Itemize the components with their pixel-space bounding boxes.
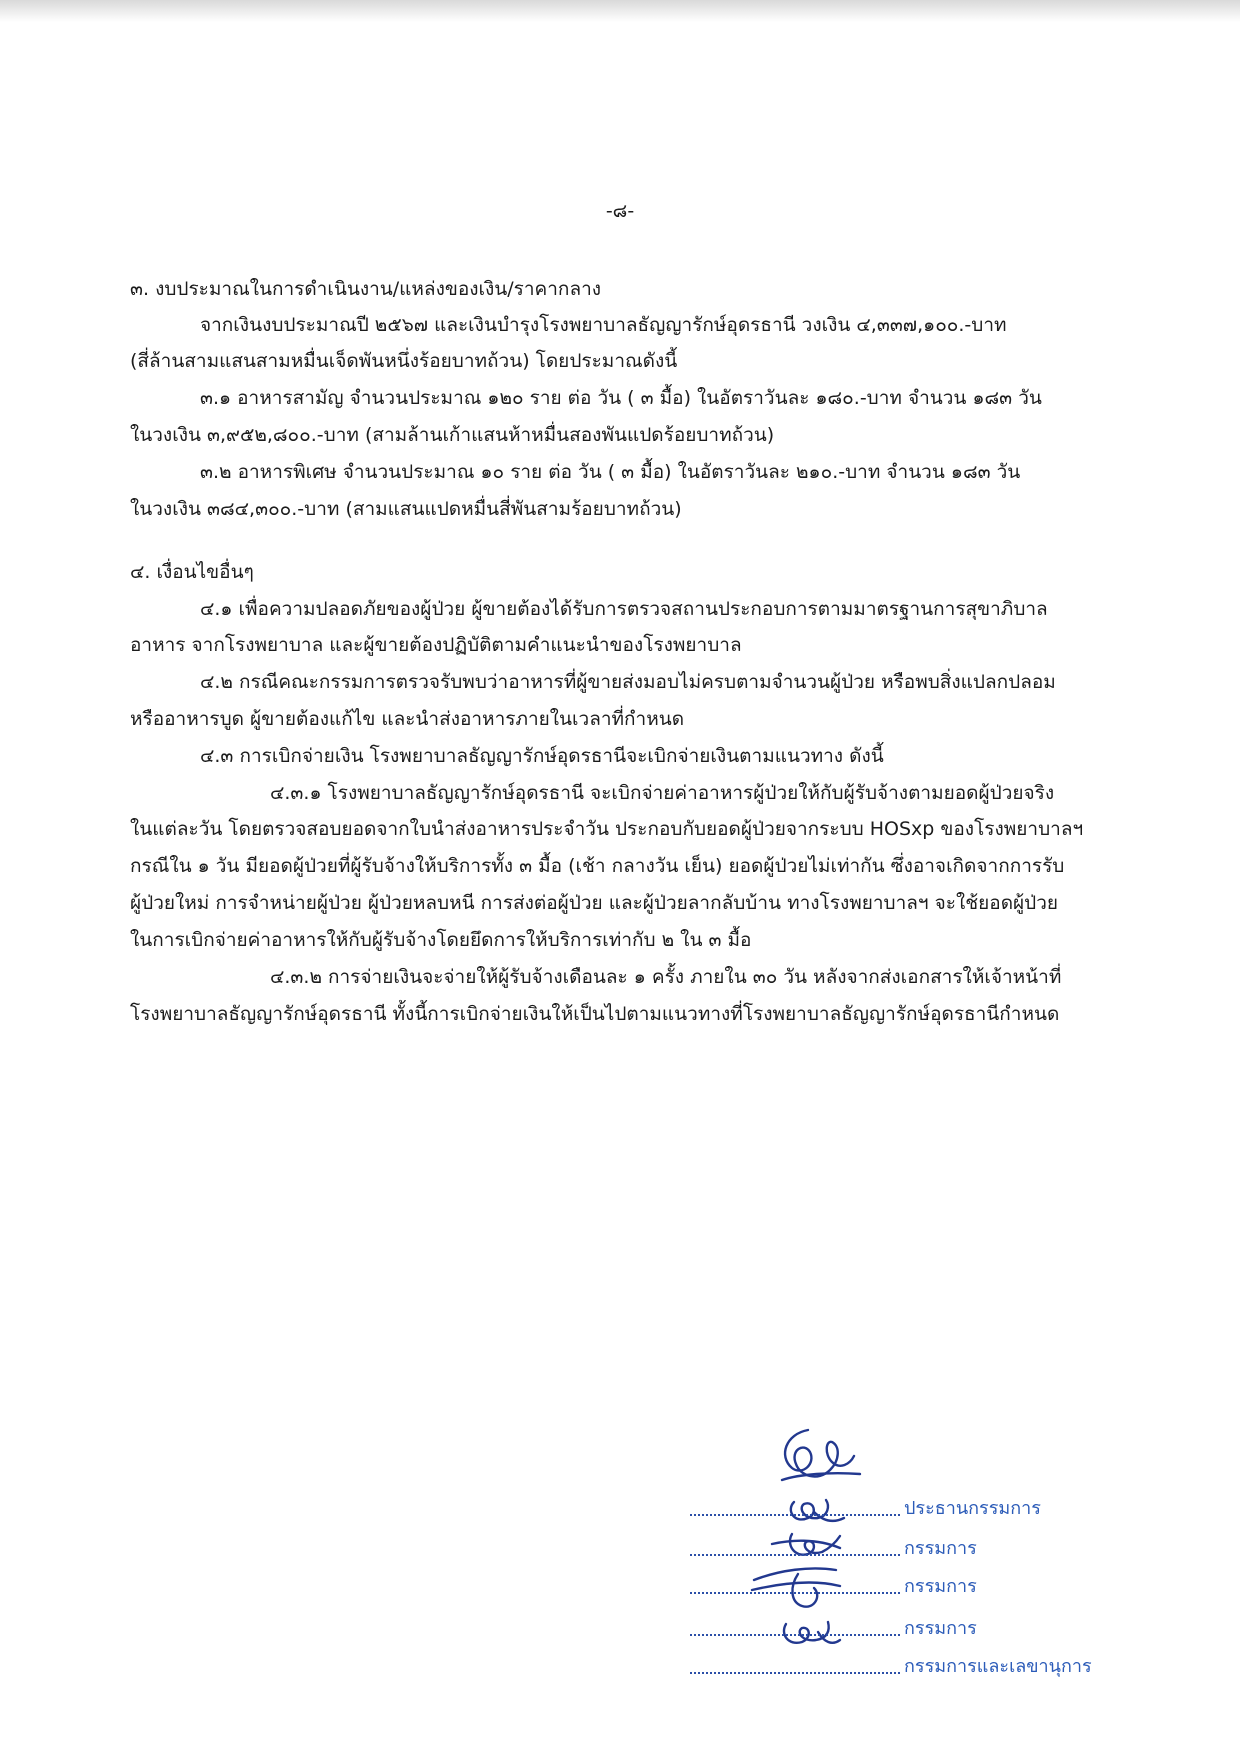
body-line: จากเงินงบประมาณปี ๒๕๖๗ และเงินบำรุงโรงพยาบาลธัญญารักษ์อุดรธานี วงเงิน ๔,๓๓๗,๑๐๐.-บาท (200, 314, 1007, 336)
item-4-3-2: ๔.๓.๒ การจ่ายเงินจะจ่ายให้ผู้รับจ้างเดือนละ ๑ ครั้ง ภายใน ๓๐ วัน หลังจากส่งเอกสารให้เจ้าหน้าที่ (270, 966, 1062, 988)
signature-dotted-line (690, 1514, 900, 1516)
signature-dotted-line (690, 1672, 900, 1674)
role-label: กรรมการและเลขานุการ (904, 1656, 1092, 1677)
page-number: -๘- (605, 200, 635, 222)
signature-line-member-2 (690, 1570, 1110, 1600)
section-4-heading: ๔. เงื่อนไขอื่นๆ (130, 561, 254, 583)
signature-line-secretary (690, 1650, 1110, 1680)
committee-signature-block (690, 1420, 1110, 1680)
signature-dotted-line (690, 1554, 900, 1556)
body-line: โรงพยาบาลธัญญารักษ์อุดรธานี ทั้งนี้การเบิกจ่ายเงินให้เป็นไปตามแนวทางที่โรงพยาบาลธัญญารักษ์อุดรธานีกำหนด (130, 1003, 1060, 1025)
body-line: ในวงเงิน ๓๘๔,๓๐๐.-บาท (สามแสนแปดหมื่นสี่พันสามร้อยบาทถ้วน) (130, 498, 682, 520)
body-line: ในแต่ละวัน โดยตรวจสอบยอดจากใบนำส่งอาหารประจำวัน ประกอบกับยอดผู้ป่วยจากระบบ HOSxp ของโรงพยาบาลฯ (130, 818, 1084, 840)
signature-dotted-line (690, 1592, 900, 1594)
signature-dotted-line (690, 1634, 900, 1636)
role-label: กรรมการ (904, 1576, 977, 1597)
item-3-2: ๓.๒ อาหารพิเศษ จำนวนประมาณ ๑๐ ราย ต่อ วัน ( ๓ มื้อ) ในอัตราวันละ ๒๑๐.-บาท จำนวน ๑๘๓ วัน (200, 461, 1021, 483)
signature-line-chairman (690, 1492, 1110, 1522)
item-3-1: ๓.๑ อาหารสามัญ จำนวนประมาณ ๑๒๐ ราย ต่อ วัน ( ๓ มื้อ) ในอัตราวันละ ๑๘๐.-บาท จำนวน ๑๘๓ วัน (200, 387, 1042, 409)
item-4-2: ๔.๒ กรณีคณะกรรมการตรวจรับพบว่าอาหารที่ผู้ขายส่งมอบไม่ครบตามจำนวนผู้ป่วย หรือพบสิ่งแปลกปลอม (200, 671, 1056, 693)
signature-line-member-1 (690, 1532, 1110, 1562)
role-label: ประธานกรรมการ (904, 1498, 1041, 1519)
body-line: อาหาร จากโรงพยาบาล และผู้ขายต้องปฏิบัติตามคำแนะนำของโรงพยาบาล (130, 634, 742, 656)
body-line: ในการเบิกจ่ายค่าอาหารให้กับผู้รับจ้างโดยยึดการให้บริการเท่ากับ ๒ ใน ๓ มื้อ (130, 929, 752, 951)
scan-top-edge (0, 0, 1240, 22)
item-4-3-1: ๔.๓.๑ โรงพยาบาลธัญญารักษ์อุดรธานี จะเบิกจ่ายค่าอาหารผู้ป่วยให้กับผู้รับจ้างตามยอดผู้ป่วยจริง (270, 782, 1055, 804)
body-line: กรณีใน ๑ วัน มียอดผู้ป่วยที่ผู้รับจ้างให้บริการทั้ง ๓ มื้อ (เช้า กลางวัน เย็น) ยอดผู้ป่วยไม่เท่ากัน ซึ่งอาจเกิดจากการรับ (130, 855, 1065, 877)
role-label: กรรมการ (904, 1538, 977, 1559)
item-4-1: ๔.๑ เพื่อความปลอดภัยของผู้ป่วย ผู้ขายต้องได้รับการตรวจสถานประกอบการตามมาตรฐานการสุขาภิบาล (200, 598, 1048, 620)
section-3-heading: ๓. งบประมาณในการดำเนินงาน/แหล่งของเงิน/ราคากลาง (130, 278, 602, 300)
body-line: ในวงเงิน ๓,๙๕๒,๘๐๐.-บาท (สามล้านเก้าแสนห้าหมื่นสองพันแปดร้อยบาทถ้วน) (130, 424, 775, 446)
role-label: กรรมการ (904, 1618, 977, 1639)
signature-line-member-3 (690, 1612, 1110, 1642)
body-line: ผู้ป่วยใหม่ การจำหน่ายผู้ป่วย ผู้ป่วยหลบหนี การส่งต่อผู้ป่วย และผู้ป่วยลากลับบ้าน ทางโรงพยาบาลฯ จะใช้ยอดผู้ป่วย (130, 892, 1059, 914)
item-4-3: ๔.๓ การเบิกจ่ายเงิน โรงพยาบาลธัญญารักษ์อุดรธานีจะเบิกจ่ายเงินตามแนวทาง ดังนี้ (200, 745, 884, 767)
body-line: (สี่ล้านสามแสนสามหมื่นเจ็ดพันหนึ่งร้อยบาทถ้วน) โดยประมาณดังนี้ (130, 350, 678, 372)
body-line: หรืออาหารบูด ผู้ขายต้องแก้ไข และนำส่งอาหารภายในเวลาที่กำหนด (130, 708, 685, 730)
